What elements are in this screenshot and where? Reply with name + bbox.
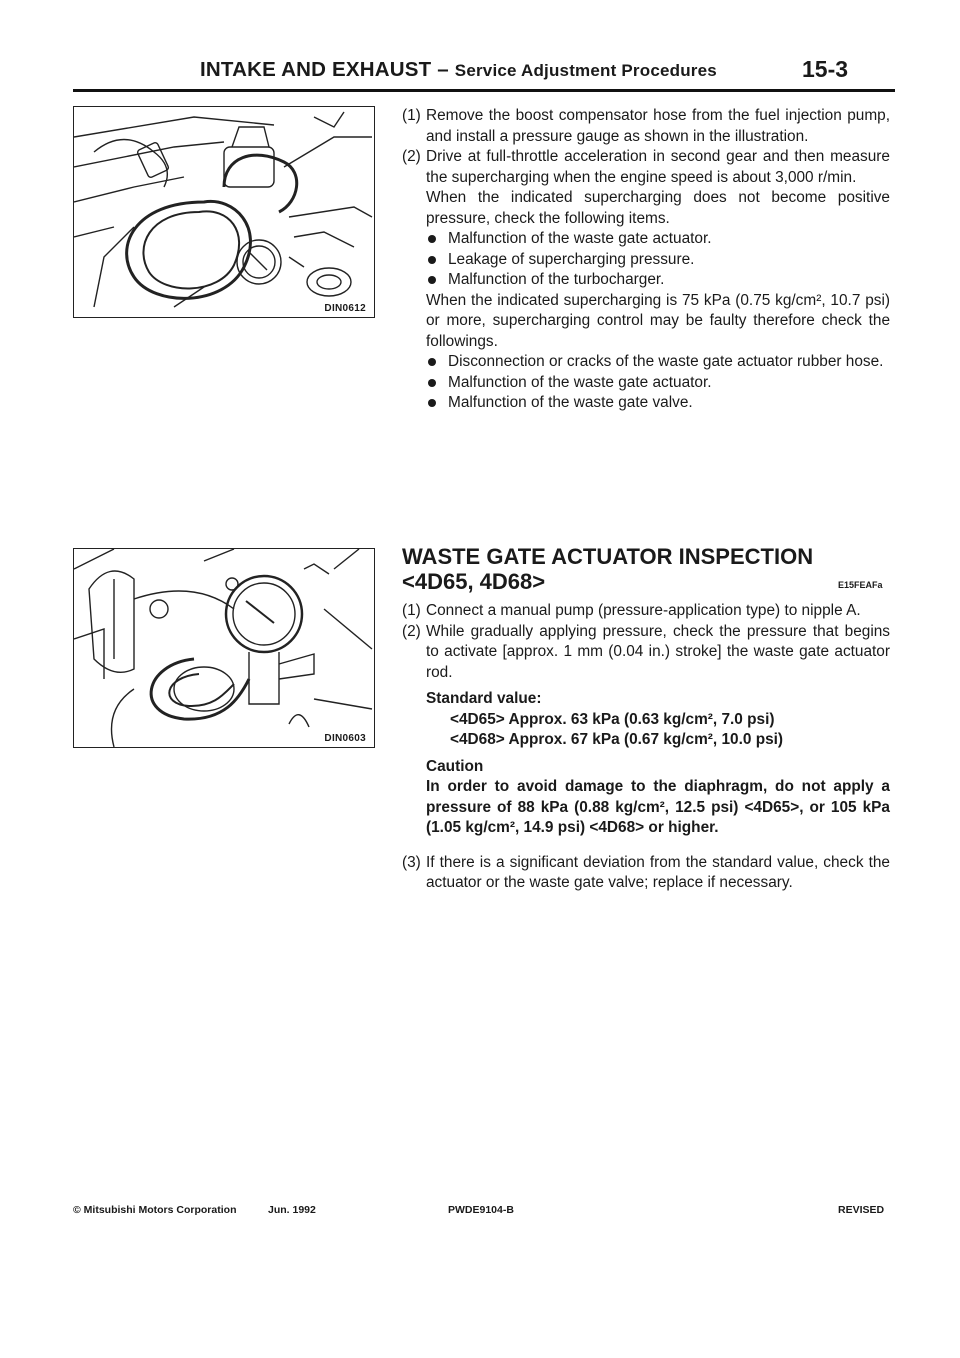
standard-value-4d68: <4D68> Approx. 67 kPa (0.67 kg/cm², 10.0 psi) <box>450 731 784 748</box>
section-code: E15FEAFa <box>838 580 883 590</box>
list-item <box>402 270 890 291</box>
bullet-icon <box>428 256 436 264</box>
step-text: Remove the boost compensator hose from the fuel injection pump, and install a pressure gauge as shown in the illustration. <box>426 107 890 145</box>
paragraph: When the indicated supercharging does not become positive pressure, check the following items. <box>426 189 890 227</box>
actuator-pump-illustration-icon <box>74 549 374 747</box>
footer-doc-code: PWDE9104-B <box>448 1204 514 1216</box>
bullet-icon <box>428 399 436 407</box>
step-text: If there is a significant deviation from the standard value, check the actuator or the waste gate valve; replace if necessary. <box>426 853 890 891</box>
list-item <box>402 352 890 373</box>
list-item <box>402 229 890 250</box>
caution-label: Caution <box>426 757 484 775</box>
standard-value-4d65: <4D65> Approx. 63 kPa (0.63 kg/cm², 7.0 psi) <box>450 710 775 728</box>
list-item-text: Malfunction of the waste gate valve. <box>448 394 693 411</box>
bullet-icon <box>428 358 436 366</box>
step-1 <box>402 106 890 147</box>
step-3 <box>402 853 890 894</box>
header-rule <box>73 89 895 92</box>
title-sub: Service Adjustment Procedures <box>454 61 717 80</box>
bullet-icon <box>428 379 436 387</box>
section-title: WASTE GATE ACTUATOR INSPECTION <box>402 544 814 569</box>
list-item <box>402 250 890 271</box>
list-item <box>402 393 890 414</box>
figure-id-2: DIN0603 <box>324 733 366 744</box>
boost-gauge-illustration-icon <box>74 107 374 317</box>
section-subtitle: <4D65, 4D68> <box>402 569 546 594</box>
step-number: (2) <box>402 622 421 640</box>
caution-text: In order to avoid damage to the diaphragm, do not apply a pressure of 88 kPa (0.88 kg/cm², 12.5 psi) <4D65>, or 105 kPa (1.05 kg/cm², 14.9 psi) <4D68> or higher. <box>426 778 890 836</box>
step-number: (1) <box>402 602 421 619</box>
list-item <box>402 373 890 394</box>
list-item-text: Leakage of supercharging pressure. <box>448 250 695 268</box>
list-item-text: Disconnection or cracks of the waste gate actuator rubber hose. <box>448 353 884 370</box>
list-item-text: Malfunction of the turbocharger. <box>448 271 665 288</box>
standard-value-label: Standard value: <box>426 690 542 707</box>
footer-status: REVISED <box>838 1204 885 1216</box>
page-number: 15-3 <box>802 56 849 82</box>
step-text: Drive at full-throttle acceleration in second gear and then measure the supercharging when the engine speed is about 3,000 r/min. <box>426 148 890 186</box>
list-item-text: Malfunction of the waste gate actuator. <box>448 373 712 391</box>
bullet-icon <box>428 276 436 284</box>
page-title <box>200 58 760 82</box>
section-actuator-inspection <box>402 601 890 894</box>
step-number: (2) <box>402 148 421 165</box>
step-number: (1) <box>402 107 421 124</box>
step-number: (3) <box>402 853 421 871</box>
step-2 <box>402 622 890 684</box>
step-2 <box>402 147 890 188</box>
figure-boost-gauge <box>73 106 375 318</box>
step-text: While gradually applying pressure, check the pressure that begins to activate [approx. 1 mm (0.04 in.) stroke] the waste gate actuator rod. <box>426 622 890 681</box>
footer-date: Jun. 1992 <box>268 1204 316 1216</box>
bullet-icon <box>428 235 436 243</box>
figure-actuator-pump <box>73 548 375 748</box>
section-boost-check <box>402 106 890 414</box>
list-item-text: Malfunction of the waste gate actuator. <box>448 230 712 247</box>
title-main: INTAKE AND EXHAUST – <box>200 58 455 81</box>
figure-id-1: DIN0612 <box>324 303 366 314</box>
footer-copyright: © Mitsubishi Motors Corporation <box>73 1204 237 1216</box>
step-text: Connect a manual pump (pressure-application type) to nipple A. <box>426 602 861 619</box>
step-1 <box>402 601 890 622</box>
paragraph: When the indicated supercharging is 75 kPa (0.75 kg/cm², 10.7 psi) or more, supercharging control may be faulty therefore check the followings. <box>426 291 890 350</box>
